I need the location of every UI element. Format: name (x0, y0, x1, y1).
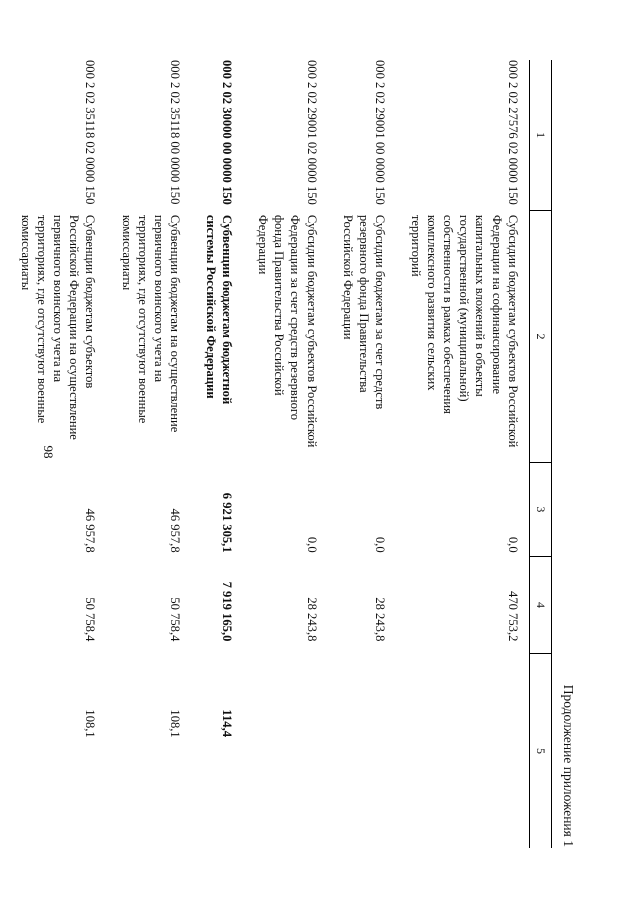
budget-code: 000 2 02 35118 02 0000 150 (83, 60, 98, 205)
budget-code: 000 2 02 29001 02 0000 150 (304, 60, 319, 205)
value-col-3: 0,0 (304, 536, 319, 553)
header-col-4: 4 (529, 557, 551, 654)
table-header-row (529, 60, 551, 848)
value-col-4: 28 243,8 (304, 597, 319, 642)
value-col-5: 108,1 (83, 709, 98, 738)
value-col-3: 0,0 (372, 536, 387, 553)
value-col-3: 46 957,8 (83, 508, 98, 553)
budget-code: 000 2 02 35118 00 0000 150 (167, 60, 182, 205)
table-row (6, 60, 107, 848)
value-col-5: 114,4 (220, 709, 235, 738)
row-description: Субвенции бюджетам субъектов Российской Федерации на осуществление первичного воинского учета на территориях, где отсутствуют военные комиссариаты (19, 214, 98, 440)
value-col-4: 50 758,4 (83, 597, 98, 642)
page-number: 98 (41, 445, 56, 459)
budget-table (6, 60, 552, 848)
table-row (106, 60, 190, 848)
header-col-1: 1 (529, 60, 551, 211)
table-row (396, 60, 529, 848)
value-col-5 (396, 653, 529, 848)
value-col-4: 470 753,2 (505, 591, 520, 642)
value-col-3: 46 957,8 (167, 508, 182, 553)
value-col-5: 108,1 (167, 709, 182, 738)
budget-code: 000 2 02 30000 00 0000 150 (220, 60, 235, 205)
row-description: Субвенции бюджетам на осуществление первичного воинского учета на территориях, где отсутствуют военные комиссариаты (119, 214, 182, 433)
header-col-3: 3 (529, 462, 551, 556)
budget-code: 000 2 02 29001 00 0000 150 (372, 60, 387, 205)
table-row (328, 60, 396, 848)
value-col-4: 50 758,4 (167, 597, 182, 642)
table-row-total (191, 60, 243, 848)
value-col-3: 0,0 (505, 536, 520, 553)
row-description: Субсидии бюджетам субъектов Российской Федерации на софинансирование капитальных вложений в объекты государственной (муниципальной) собственности в рамках обеспечения комплексного развития сельских территорий (408, 214, 520, 448)
header-col-2: 2 (529, 211, 551, 462)
value-col-5 (243, 653, 327, 848)
row-description: Субвенции бюджетам бюджетной системы Российской Федерации (204, 214, 235, 405)
value-col-4: 7 919 165,0 (220, 581, 235, 642)
budget-code: 000 2 02 27576 02 0000 150 (505, 60, 520, 205)
row-description: Субсидии бюджетам субъектов Российской Федерации за счет средств резервного фонда Правительства Российской Федерации (256, 214, 319, 448)
row-description: Субсидии бюджетам за счет средств резервного фонда Правительства Российской Федерации (340, 214, 387, 410)
header-col-5: 5 (529, 653, 551, 848)
value-col-3: 6 921 305,1 (220, 492, 235, 553)
value-col-5 (328, 653, 396, 848)
table-row (243, 60, 327, 848)
appendix-caption: Продолжение приложения 1 (561, 684, 576, 847)
value-col-4: 28 243,8 (372, 597, 387, 642)
